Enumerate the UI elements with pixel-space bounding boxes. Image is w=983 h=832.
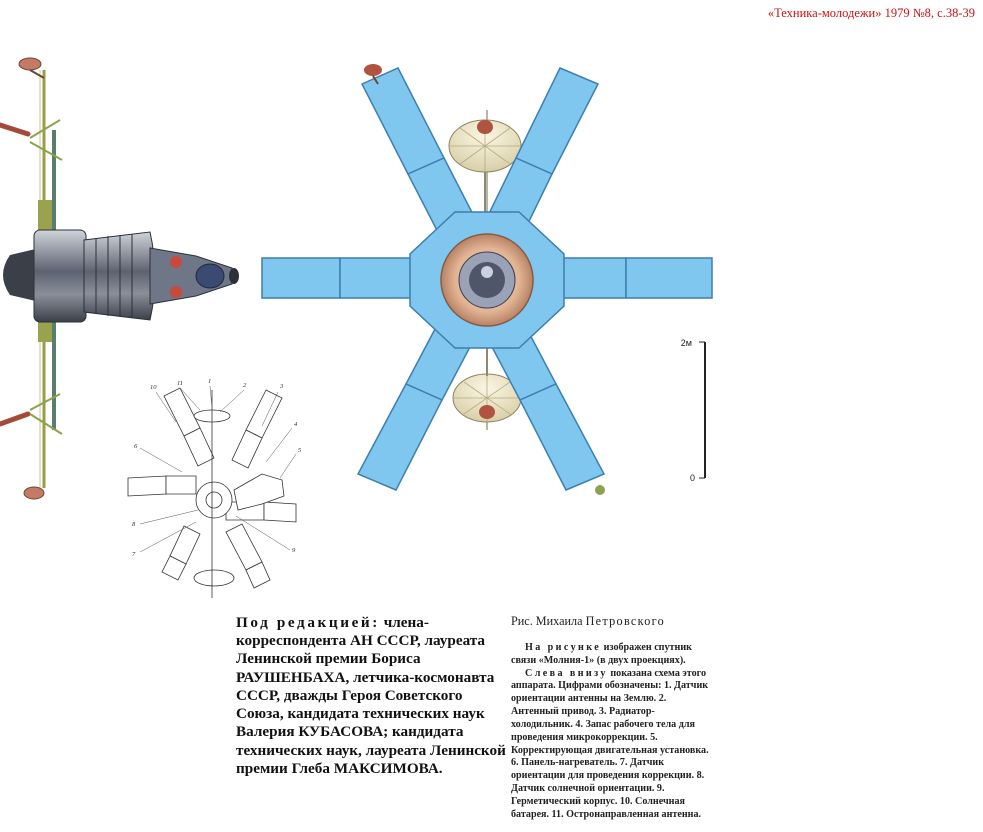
- schematic-drawing: [128, 378, 302, 598]
- callout-2: 2: [243, 382, 247, 389]
- caption-p2-lead: Слева внизу: [525, 667, 608, 679]
- satellite-drawing: [0, 50, 716, 612]
- source-citation: «Техника-молодежи» 1979 №8, с.38-39: [767, 6, 975, 20]
- credit-prefix: Рис. Михаила: [511, 614, 586, 628]
- caption-p1-text: изображен спутник связи «Молния-1» (в двух проекциях).: [511, 642, 692, 666]
- callout-5: 5: [298, 447, 302, 454]
- callout-6: 6: [134, 443, 138, 450]
- scale-bar: [681, 338, 705, 483]
- editors-lead: Под редакцией:: [236, 614, 380, 631]
- credit-name: Петровского: [585, 614, 666, 628]
- callout-7: 7: [132, 551, 136, 558]
- caption-paragraph-1: [511, 642, 716, 668]
- satellite-illustration: [0, 50, 716, 612]
- callout-10: 10: [150, 384, 157, 391]
- caption-p1-lead: На рисунке: [525, 642, 602, 653]
- front-view: [262, 64, 712, 495]
- illustration-credit: [511, 614, 665, 629]
- callout-1: 1: [208, 378, 212, 385]
- callout-9: 9: [292, 547, 296, 554]
- figure-caption: [511, 642, 716, 821]
- caption-paragraph-2: [511, 668, 716, 822]
- scale-label-top: 2м: [680, 338, 692, 348]
- caption-p2-text: показана схема этого аппарата. Цифрами обозначены: 1. Датчик ориентации антенны на Землю. 2. Антенный привод. 3. Радиатор-холодильник. 4. Запас рабочего тела для проведения микрокоррекции. 5. Корректирующая двигательная установка. 6. Панель-нагреватель. 7. Датчик ориентации для проведения коррекции. 8. Датчик солнечной ориентации. 9. Герметический корпус. 10. Солнечная батарея. 11. Остронаправленная антенна.: [511, 667, 709, 820]
- callout-8: 8: [132, 521, 136, 528]
- callout-3: 3: [280, 383, 284, 390]
- callout-4: 4: [294, 421, 298, 428]
- callout-11: 11: [177, 380, 184, 387]
- editors-text: члена-корреспондента АН СССР, лауреата Ленинской премии Бориса РАУШЕНБАХА, летчика-космонавта СССР, дважды Героя Советского Союза, кандидата технических наук Валерия КУБАСОВА; кандидата технических наук, лауреата Ленинской премии Глеба МАКСИМОВА.: [236, 614, 506, 777]
- side-view: [0, 58, 239, 499]
- editors-note: [236, 614, 508, 778]
- scale-label-bottom: 0: [689, 473, 695, 483]
